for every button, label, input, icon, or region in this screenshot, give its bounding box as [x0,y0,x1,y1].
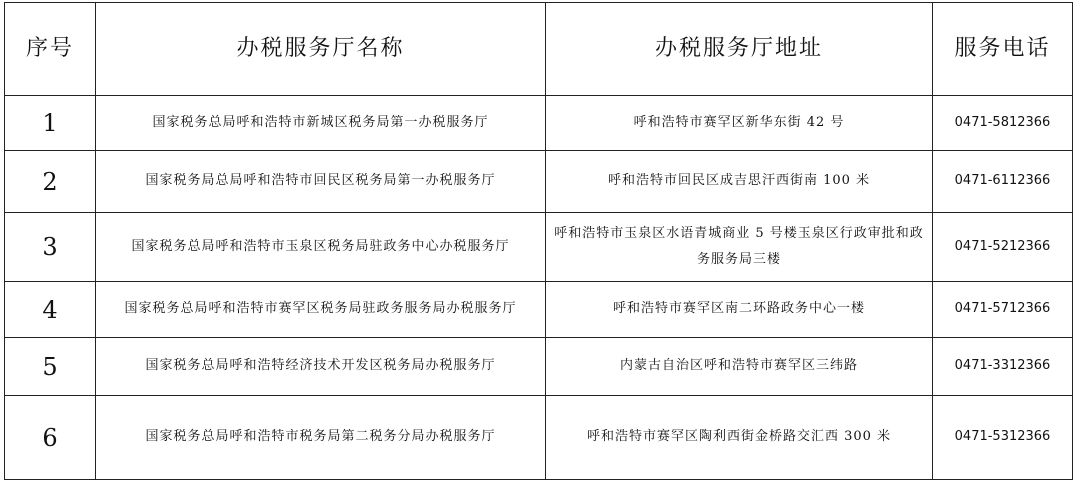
table-row [5,213,1073,282]
table-row [5,151,1073,213]
header-hall-address: 办税服务厅地址 [546,3,933,96]
row-index: 6 [5,396,96,480]
row-index: 3 [5,213,96,282]
row-hall-address: 内蒙古自治区呼和浩特市赛罕区三纬路 [546,338,933,396]
row-index: 5 [5,338,96,396]
row-index: 1 [5,96,96,151]
table-row [5,282,1073,338]
row-hall-address: 呼和浩特市赛罕区南二环路政务中心一楼 [546,282,933,338]
row-service-phone: 0471-5812366 [933,96,1073,151]
row-hall-name: 国家税务总局呼和浩特经济技术开发区税务局办税服务厅 [96,338,546,396]
row-hall-name: 国家税务总局呼和浩特市玉泉区税务局驻政务中心办税服务厅 [96,213,546,282]
row-hall-address: 呼和浩特市赛罕区新华东街 42 号 [546,96,933,151]
table-header-row [5,3,1073,96]
row-hall-name: 国家税务局总局呼和浩特市回民区税务局第一办税服务厅 [96,151,546,213]
header-hall-name: 办税服务厅名称 [96,3,546,96]
row-hall-address: 呼和浩特市玉泉区水语青城商业 5 号楼玉泉区行政审批和政务服务局三楼 [546,213,933,282]
table-row [5,96,1073,151]
table-row [5,396,1073,480]
row-hall-address: 呼和浩特市回民区成吉思汗西街南 100 米 [546,151,933,213]
row-index: 2 [5,151,96,213]
table-row [5,338,1073,396]
row-service-phone: 0471-5712366 [933,282,1073,338]
row-index: 4 [5,282,96,338]
row-hall-address: 呼和浩特市赛罕区陶利西街金桥路交汇西 300 米 [546,396,933,480]
row-service-phone: 0471-5212366 [933,213,1073,282]
row-service-phone: 0471-6112366 [933,151,1073,213]
header-service-phone: 服务电话 [933,3,1073,96]
row-hall-name: 国家税务总局呼和浩特市税务局第二税务分局办税服务厅 [96,396,546,480]
header-index: 序号 [5,3,96,96]
tax-service-hall-table [4,2,1073,480]
row-service-phone: 0471-5312366 [933,396,1073,480]
row-hall-name: 国家税务总局呼和浩特市新城区税务局第一办税服务厅 [96,96,546,151]
row-hall-name: 国家税务总局呼和浩特市赛罕区税务局驻政务服务局办税服务厅 [96,282,546,338]
row-service-phone: 0471-3312366 [933,338,1073,396]
